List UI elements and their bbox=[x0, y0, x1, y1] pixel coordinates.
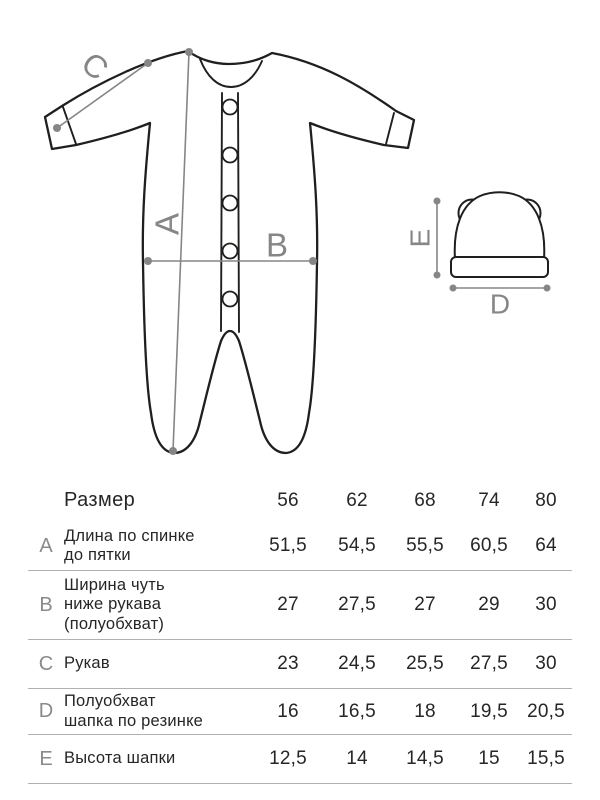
measure-value: 30 bbox=[535, 653, 557, 674]
measure-name-line: Ширина чуть bbox=[64, 576, 165, 595]
measure-dot bbox=[53, 124, 61, 132]
table-row-a bbox=[28, 522, 572, 571]
table-row-c bbox=[28, 640, 572, 689]
measure-value: 51,5 bbox=[269, 535, 307, 556]
measure-value: 25,5 bbox=[406, 653, 444, 674]
row-measure-name bbox=[64, 576, 254, 633]
measure-value: 16 bbox=[277, 700, 299, 722]
measure-name-line: шапка по резинке bbox=[64, 711, 204, 730]
measure-value: 60,5 bbox=[470, 535, 508, 556]
row-measure-name bbox=[64, 692, 254, 730]
table-row-d bbox=[28, 689, 572, 735]
snap-button bbox=[223, 196, 238, 211]
measure-value: 27,5 bbox=[338, 594, 376, 615]
row-letter: B bbox=[39, 593, 53, 616]
measure-dot bbox=[450, 285, 457, 292]
measure-value: 14,5 bbox=[406, 748, 444, 769]
size-column-68: 68 bbox=[414, 490, 436, 511]
measure-name-line: Длина по спинке bbox=[64, 526, 195, 545]
hat-drawing bbox=[451, 192, 548, 277]
label-a: A bbox=[148, 212, 186, 236]
measure-value: 29 bbox=[478, 594, 500, 615]
measure-dot bbox=[544, 285, 551, 292]
size-column-80: 80 bbox=[535, 490, 557, 511]
measure-name-line: ниже рукава bbox=[64, 595, 162, 614]
measure-value: 23 bbox=[277, 653, 299, 674]
placket-line-right bbox=[238, 93, 239, 332]
measure-name-line: Рукав bbox=[64, 654, 110, 673]
measure-value: 15,5 bbox=[527, 748, 565, 769]
size-column-62: 62 bbox=[346, 490, 368, 511]
table-header-row bbox=[28, 480, 572, 522]
label-e: E bbox=[404, 228, 436, 248]
label-c: C bbox=[74, 44, 116, 88]
row-letter: E bbox=[39, 747, 53, 770]
table-row-b bbox=[28, 571, 572, 640]
size-header-label: Размер bbox=[64, 489, 136, 512]
measure-value: 30 bbox=[535, 594, 557, 615]
row-letter: A bbox=[39, 534, 53, 557]
measure-value: 27,5 bbox=[470, 653, 508, 674]
measure-dot bbox=[434, 198, 441, 205]
hat-band bbox=[451, 257, 548, 277]
measure-value: 24,5 bbox=[338, 653, 376, 674]
measure-value: 55,5 bbox=[406, 535, 444, 556]
size-table bbox=[28, 480, 572, 784]
row-measure-name bbox=[64, 527, 254, 565]
row-letter: C bbox=[38, 652, 54, 675]
measure-name-line: Полуобхват bbox=[64, 692, 156, 711]
snap-button bbox=[223, 148, 238, 163]
size-column-56: 56 bbox=[277, 490, 299, 511]
label-d: D bbox=[489, 288, 511, 320]
table-row-e bbox=[28, 735, 572, 784]
size-column-74: 74 bbox=[478, 490, 500, 511]
measure-value: 54,5 bbox=[338, 535, 376, 556]
placket-line-left bbox=[221, 93, 222, 331]
measure-value: 27 bbox=[277, 594, 299, 615]
measure-value: 64 bbox=[535, 535, 557, 556]
row-measure-name bbox=[64, 654, 254, 673]
measure-value: 18 bbox=[414, 700, 436, 722]
label-b: B bbox=[265, 226, 289, 264]
snap-button bbox=[223, 244, 238, 259]
snap-button bbox=[223, 100, 238, 115]
measure-name-line: до пятки bbox=[64, 546, 131, 564]
measure-value: 19,5 bbox=[470, 700, 508, 722]
onesie-drawing bbox=[45, 51, 414, 453]
measure-value: 12,5 bbox=[269, 748, 307, 769]
measure-dot bbox=[185, 48, 193, 56]
measure-value: 15 bbox=[478, 748, 500, 769]
measure-name-line: (полуобхват) bbox=[64, 614, 165, 633]
measure-name-line: Высота шапки bbox=[64, 749, 176, 768]
measure-value: 14 bbox=[346, 748, 368, 769]
measure-dot bbox=[144, 59, 152, 67]
measure-dot bbox=[144, 257, 152, 265]
measure-dot bbox=[309, 257, 317, 265]
snap-button bbox=[223, 292, 238, 307]
measure-dot bbox=[169, 447, 177, 455]
measure-value: 27 bbox=[414, 594, 436, 615]
measure-value: 20,5 bbox=[527, 700, 565, 722]
row-letter: D bbox=[38, 700, 54, 722]
measure-value: 16,5 bbox=[338, 700, 376, 722]
row-measure-name bbox=[64, 749, 254, 768]
measure-dot bbox=[434, 272, 441, 279]
